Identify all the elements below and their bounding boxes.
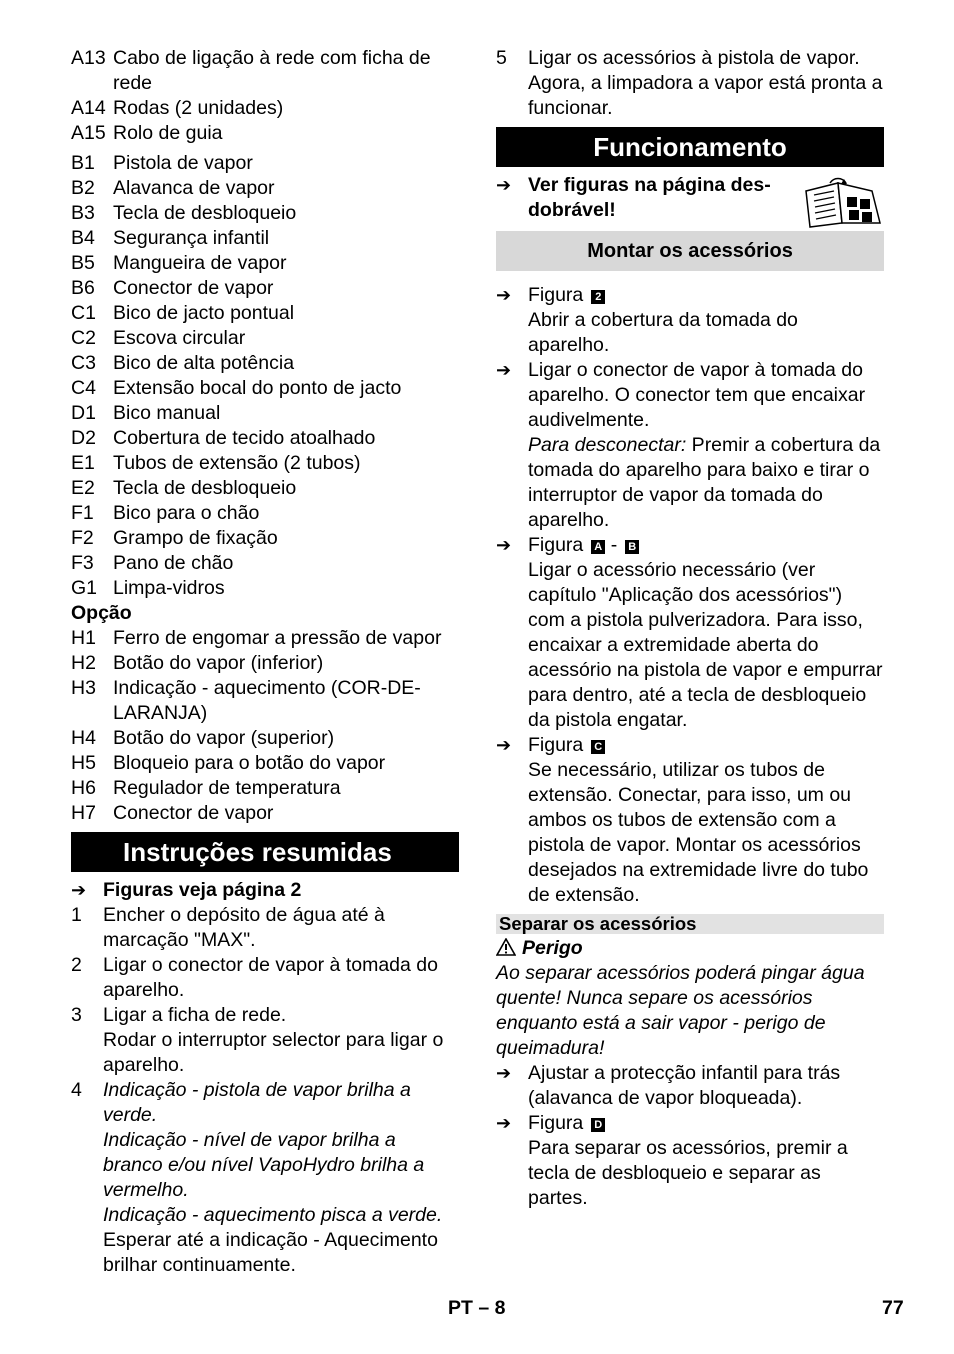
part-code: H3: [71, 677, 96, 699]
right-arrow-icon: ➔: [496, 285, 512, 305]
parts-list-item: [71, 501, 459, 526]
right-arrow-icon: ➔: [496, 735, 512, 755]
parts-list-item: [71, 351, 459, 376]
part-code: D2: [71, 427, 96, 449]
parts-list-h: [71, 626, 459, 826]
parts-list-item: [71, 651, 459, 676]
part-description: Bico de alta potência: [113, 352, 295, 374]
parts-list-item: [71, 301, 459, 326]
step-4-indicator-steam-level: Indicação - nível de vapor brilha a branco e/ou nível VapoHydro brilha a vermelho.: [103, 1129, 425, 1201]
part-code: C1: [71, 302, 96, 324]
parts-list-item: [71, 776, 459, 801]
part-code: F2: [71, 527, 94, 549]
part-description: Segurança infantil: [113, 227, 270, 249]
figure-a-badge: A: [591, 540, 605, 554]
part-description: Conector de vapor: [113, 802, 274, 824]
danger-label: Perigo: [496, 936, 884, 961]
parts-list-item: [71, 96, 459, 121]
connect-step: ➔ Ligar o conector de vapor à tomada do aparelho. O conector tem que encaixar audivelmente.: [496, 359, 866, 431]
part-description: Tecla de desbloqueio: [113, 202, 297, 224]
figure-d-text: Para separar os acessórios, premir a tecla de desbloqueio e separar as partes.: [528, 1137, 848, 1209]
part-description: Limpa-vidros: [113, 577, 225, 599]
parts-list-item: [71, 151, 459, 176]
footer-page-number: 77: [882, 1297, 904, 1319]
separate-accessories-heading: Separar os acessórios: [496, 914, 884, 934]
step-4-wait: Esperar até a indicação - Aquecimento brilhar continuamente.: [103, 1229, 438, 1276]
parts-list-item: [71, 551, 459, 576]
part-description: Regulador de temperatura: [113, 777, 341, 799]
parts-list-item: [71, 451, 459, 476]
figure-c-reference: ➔ Figura C: [496, 733, 884, 758]
part-description: Ferro de engomar a pressão de vapor: [113, 627, 442, 649]
part-code: G1: [71, 577, 98, 599]
part-description: Indicação - aquecimento (COR-DE-LARANJA): [113, 677, 421, 724]
disconnect-note: Para desconectar: Premir a cobertura da tomada do aparelho para baixo e tirar o interruptor de vapor da tomada do aparelho.: [528, 434, 881, 531]
part-description: Pistola de vapor: [113, 152, 253, 174]
part-description: Bico de jacto pontual: [113, 302, 295, 324]
part-code: H2: [71, 652, 96, 674]
parts-list-item: [71, 121, 459, 146]
part-code: C3: [71, 352, 96, 374]
parts-list-item: [71, 801, 459, 826]
parts-list-item: [71, 176, 459, 201]
parts-list-item: [71, 276, 459, 301]
part-code: C2: [71, 327, 96, 349]
part-code: F3: [71, 552, 94, 574]
part-description: Botão do vapor (superior): [113, 727, 335, 749]
figure-a-b-text: Ligar o acessório necessário (ver capítulo "Aplicação dos acessórios") com a pistola pulverizadora. Para isso, encaixar a extremidade aberta do acessório na pistola de vapor e empurrar para dentro, até a tecla de desbloqueio da pistola engatar.: [528, 559, 883, 731]
part-description: Rolo de guia: [113, 122, 223, 144]
part-description: Extensão bocal do ponto de jacto: [113, 377, 402, 399]
figure-d-reference: ➔ Figura D: [496, 1111, 884, 1136]
part-code: B2: [71, 177, 95, 199]
danger-text: Ao separar acessórios poderá pingar água quente! Nunca separe os acessórios enquanto está a sair vapor - perigo de queimadura!: [496, 962, 865, 1059]
step-2: 2 Ligar o conector de vapor à tomada do aparelho.: [71, 954, 438, 1001]
figure-a-b-reference: ➔ Figura A - B: [496, 533, 884, 558]
parts-list-item: [71, 401, 459, 426]
part-code: E1: [71, 452, 95, 474]
fold-out-book-icon: [802, 177, 884, 229]
part-code: H1: [71, 627, 96, 649]
parts-list-item: [71, 726, 459, 751]
part-description: Bico manual: [113, 402, 221, 424]
part-description: Tubos de extensão (2 tubos): [113, 452, 361, 474]
part-description: Alavanca de vapor: [113, 177, 275, 199]
figure-b-badge: B: [625, 540, 639, 554]
part-code: B5: [71, 252, 95, 274]
right-column: [496, 46, 884, 1211]
step-5: 5 Ligar os acessórios à pistola de vapor. Agora, a limpadora a vapor está pronta a funcionar.: [496, 47, 883, 119]
part-description: Botão do vapor (inferior): [113, 652, 324, 674]
part-description: Conector de vapor: [113, 277, 274, 299]
figure-c-text: Se necessário, utilizar os tubos de extensão. Conectar, para isso, um ou ambos os tubos de extensão com a pistola de vapor. Montar os acessórios desejados na extremidade livre do tubo de extensão.: [528, 759, 869, 906]
part-description: Rodas (2 unidades): [113, 97, 284, 119]
figure-c-badge: C: [591, 740, 605, 754]
operation-heading: Funcionamento: [496, 127, 884, 167]
figure-2-badge: 2: [591, 290, 605, 304]
parts-list-b: [71, 151, 459, 601]
part-description: Tecla de desbloqueio: [113, 477, 297, 499]
part-description: Escova circular: [113, 327, 246, 349]
step-4-indicator-heating: Indicação - aquecimento pisca a verde.: [103, 1204, 443, 1226]
right-arrow-icon: ➔: [496, 175, 512, 195]
parts-list-item: [71, 46, 459, 96]
part-description: Mangueira de vapor: [113, 252, 287, 274]
part-description: Bico para o chão: [113, 502, 260, 524]
part-code: E2: [71, 477, 95, 499]
see-figures-note: ➔ Ver figuras na página des-dobrável!: [496, 173, 884, 223]
right-arrow-icon: ➔: [496, 535, 512, 555]
figure-d-badge: D: [591, 1118, 605, 1132]
part-description: Bloqueio para o botão do vapor: [113, 752, 386, 774]
part-description: Cobertura de tecido atoalhado: [113, 427, 376, 449]
part-code: B3: [71, 202, 95, 224]
left-column: [71, 46, 459, 1278]
footer-page-label: PT – 8: [448, 1297, 506, 1319]
parts-list-item: [71, 751, 459, 776]
step-1: 1 Encher o depósito de água até à marcação "MAX".: [71, 904, 385, 951]
part-code: B6: [71, 277, 95, 299]
part-code: H5: [71, 752, 96, 774]
warning-triangle-icon: [496, 938, 516, 956]
part-code: B4: [71, 227, 95, 249]
part-code: A15: [71, 122, 106, 144]
part-code: C4: [71, 377, 96, 399]
part-code: H7: [71, 802, 96, 824]
parts-list-item: [71, 326, 459, 351]
part-code: B1: [71, 152, 95, 174]
parts-list-item: [71, 226, 459, 251]
parts-list-item: [71, 251, 459, 276]
parts-list-item: [71, 576, 459, 601]
option-label: Opção: [71, 602, 132, 624]
right-arrow-icon: ➔: [71, 880, 87, 900]
parts-list-item: [71, 676, 459, 726]
part-code: A14: [71, 97, 106, 119]
parts-list-item: [71, 426, 459, 451]
part-description: Cabo de ligação à rede com ficha de rede: [113, 47, 431, 94]
right-arrow-icon: ➔: [496, 1113, 512, 1133]
part-code: F1: [71, 502, 94, 524]
step-3-detail: Rodar o interruptor selector para ligar o aparelho.: [103, 1029, 444, 1076]
part-description: Pano de chão: [113, 552, 234, 574]
figure-2-reference: ➔ Figura 2: [496, 283, 884, 308]
part-code: H4: [71, 727, 96, 749]
part-code: D1: [71, 402, 96, 424]
parts-list-a: [71, 46, 459, 146]
step-3: 3 Ligar a ficha de rede.: [71, 1004, 287, 1026]
parts-list-item: [71, 626, 459, 651]
step-4: 4 Indicação - pistola de vapor brilha a verde.: [71, 1079, 411, 1126]
mount-accessories-heading: Montar os acessórios: [496, 231, 884, 271]
parts-list-item: [71, 476, 459, 501]
child-lock-step: ➔ Ajustar a protecção infantil para trás (alavanca de vapor bloqueada).: [496, 1062, 841, 1109]
part-code: A13: [71, 47, 106, 69]
figure-2-text: Abrir a cobertura da tomada do aparelho.: [528, 309, 798, 356]
right-arrow-icon: ➔: [496, 1063, 512, 1083]
right-arrow-icon: ➔: [496, 360, 512, 380]
parts-list-item: [71, 376, 459, 401]
part-code: H6: [71, 777, 96, 799]
figures-reference: ➔ Figuras veja página 2: [71, 879, 302, 901]
parts-list-item: [71, 526, 459, 551]
parts-list-item: [71, 201, 459, 226]
part-description: Grampo de fixação: [113, 527, 278, 549]
instructions-heading: Instruções resumidas: [71, 832, 459, 872]
